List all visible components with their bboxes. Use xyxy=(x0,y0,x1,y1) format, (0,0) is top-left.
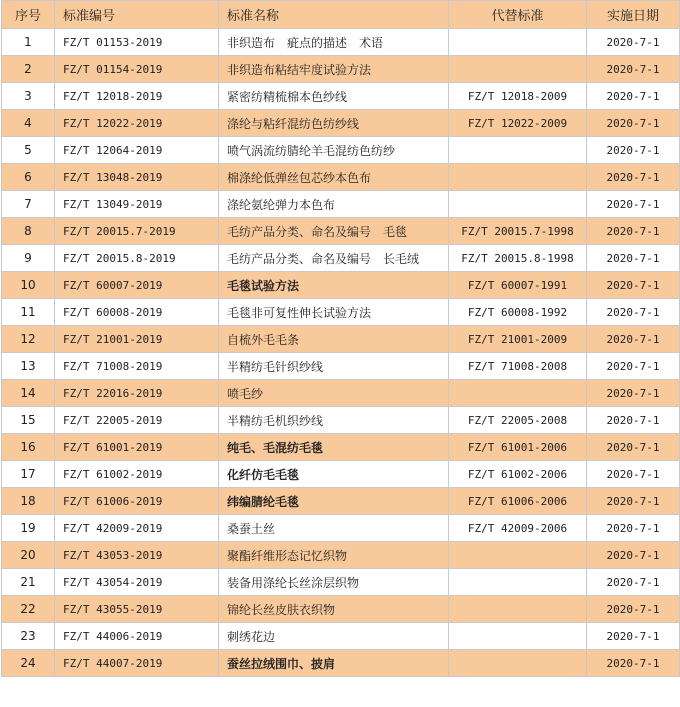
table-row xyxy=(2,461,680,488)
cell-name: 蚕丝拉绒围巾、披肩 xyxy=(219,650,449,677)
cell-code: FZ/T 13049-2019 xyxy=(55,191,219,218)
cell-date: 2020-7-1 xyxy=(587,650,680,677)
cell-date: 2020-7-1 xyxy=(587,542,680,569)
cell-date: 2020-7-1 xyxy=(587,434,680,461)
cell-seq: 15 xyxy=(2,407,55,434)
table-row xyxy=(2,191,680,218)
cell-code: FZ/T 12018-2019 xyxy=(55,83,219,110)
cell-code: FZ/T 20015.7-2019 xyxy=(55,218,219,245)
cell-replaces: FZ/T 42009-2006 xyxy=(449,515,587,542)
cell-name: 紧密纺精梳棉本色纱线 xyxy=(219,83,449,110)
standards-table xyxy=(1,0,680,677)
cell-seq: 2 xyxy=(2,56,55,83)
cell-code: FZ/T 71008-2019 xyxy=(55,353,219,380)
table-row xyxy=(2,596,680,623)
cell-seq: 8 xyxy=(2,218,55,245)
cell-code: FZ/T 61002-2019 xyxy=(55,461,219,488)
cell-seq: 10 xyxy=(2,272,55,299)
cell-name: 非织造布 疵点的描述 术语 xyxy=(219,29,449,56)
cell-replaces: FZ/T 12022-2009 xyxy=(449,110,587,137)
cell-name: 非织造布粘结牢度试验方法 xyxy=(219,56,449,83)
cell-date: 2020-7-1 xyxy=(587,191,680,218)
cell-seq: 24 xyxy=(2,650,55,677)
cell-name: 半精纺毛机织纱线 xyxy=(219,407,449,434)
cell-code: FZ/T 60008-2019 xyxy=(55,299,219,326)
cell-code: FZ/T 61006-2019 xyxy=(55,488,219,515)
cell-replaces: FZ/T 20015.7-1998 xyxy=(449,218,587,245)
cell-date: 2020-7-1 xyxy=(587,29,680,56)
cell-seq: 5 xyxy=(2,137,55,164)
header-code: 标准编号 xyxy=(55,1,219,29)
cell-replaces: FZ/T 21001-2009 xyxy=(449,326,587,353)
cell-name: 毛纺产品分类、命名及编号 长毛绒 xyxy=(219,245,449,272)
cell-seq: 6 xyxy=(2,164,55,191)
cell-date: 2020-7-1 xyxy=(587,488,680,515)
cell-replaces xyxy=(449,164,587,191)
table-row xyxy=(2,110,680,137)
cell-date: 2020-7-1 xyxy=(587,299,680,326)
cell-code: FZ/T 21001-2019 xyxy=(55,326,219,353)
cell-name: 自梳外毛毛条 xyxy=(219,326,449,353)
cell-name: 喷气涡流纺腈纶羊毛混纺色纺纱 xyxy=(219,137,449,164)
cell-seq: 9 xyxy=(2,245,55,272)
cell-date: 2020-7-1 xyxy=(587,110,680,137)
cell-seq: 18 xyxy=(2,488,55,515)
cell-code: FZ/T 44006-2019 xyxy=(55,623,219,650)
cell-seq: 11 xyxy=(2,299,55,326)
table-row xyxy=(2,353,680,380)
cell-code: FZ/T 20015.8-2019 xyxy=(55,245,219,272)
cell-name: 桑蚕土丝 xyxy=(219,515,449,542)
cell-code: FZ/T 01154-2019 xyxy=(55,56,219,83)
cell-name: 纬编腈纶毛毯 xyxy=(219,488,449,515)
cell-replaces xyxy=(449,542,587,569)
cell-replaces: FZ/T 20015.8-1998 xyxy=(449,245,587,272)
table-row xyxy=(2,29,680,56)
cell-replaces: FZ/T 60007-1991 xyxy=(449,272,587,299)
cell-code: FZ/T 22016-2019 xyxy=(55,380,219,407)
cell-date: 2020-7-1 xyxy=(587,272,680,299)
cell-code: FZ/T 43055-2019 xyxy=(55,596,219,623)
cell-name: 化纤仿毛毛毯 xyxy=(219,461,449,488)
table-row xyxy=(2,299,680,326)
cell-seq: 7 xyxy=(2,191,55,218)
cell-date: 2020-7-1 xyxy=(587,623,680,650)
cell-date: 2020-7-1 xyxy=(587,83,680,110)
cell-seq: 22 xyxy=(2,596,55,623)
cell-name: 喷毛纱 xyxy=(219,380,449,407)
cell-replaces xyxy=(449,191,587,218)
cell-replaces xyxy=(449,380,587,407)
cell-date: 2020-7-1 xyxy=(587,56,680,83)
cell-seq: 20 xyxy=(2,542,55,569)
cell-code: FZ/T 01153-2019 xyxy=(55,29,219,56)
header-name: 标准名称 xyxy=(219,1,449,29)
cell-replaces: FZ/T 22005-2008 xyxy=(449,407,587,434)
table-row xyxy=(2,623,680,650)
cell-code: FZ/T 60007-2019 xyxy=(55,272,219,299)
cell-date: 2020-7-1 xyxy=(587,461,680,488)
cell-date: 2020-7-1 xyxy=(587,326,680,353)
cell-replaces xyxy=(449,650,587,677)
cell-replaces xyxy=(449,137,587,164)
cell-replaces xyxy=(449,29,587,56)
table-row xyxy=(2,326,680,353)
cell-replaces: FZ/T 61006-2006 xyxy=(449,488,587,515)
cell-seq: 21 xyxy=(2,569,55,596)
cell-name: 棉涤纶低弹丝包芯纱本色布 xyxy=(219,164,449,191)
table-row xyxy=(2,83,680,110)
table-row xyxy=(2,380,680,407)
table-row xyxy=(2,434,680,461)
cell-seq: 19 xyxy=(2,515,55,542)
cell-code: FZ/T 43053-2019 xyxy=(55,542,219,569)
table-row xyxy=(2,407,680,434)
cell-date: 2020-7-1 xyxy=(587,164,680,191)
table-body xyxy=(2,29,680,677)
cell-replaces: FZ/T 61002-2006 xyxy=(449,461,587,488)
cell-date: 2020-7-1 xyxy=(587,569,680,596)
cell-code: FZ/T 61001-2019 xyxy=(55,434,219,461)
cell-replaces: FZ/T 12018-2009 xyxy=(449,83,587,110)
cell-replaces xyxy=(449,596,587,623)
cell-date: 2020-7-1 xyxy=(587,596,680,623)
table-row xyxy=(2,218,680,245)
cell-seq: 1 xyxy=(2,29,55,56)
cell-seq: 17 xyxy=(2,461,55,488)
cell-date: 2020-7-1 xyxy=(587,380,680,407)
cell-name: 半精纺毛针织纱线 xyxy=(219,353,449,380)
cell-date: 2020-7-1 xyxy=(587,515,680,542)
cell-seq: 14 xyxy=(2,380,55,407)
cell-code: FZ/T 43054-2019 xyxy=(55,569,219,596)
table-row xyxy=(2,542,680,569)
header-date: 实施日期 xyxy=(587,1,680,29)
cell-name: 毛毯试验方法 xyxy=(219,272,449,299)
table-row xyxy=(2,569,680,596)
table-row xyxy=(2,56,680,83)
cell-code: FZ/T 12022-2019 xyxy=(55,110,219,137)
table-header xyxy=(2,1,680,29)
cell-name: 刺绣花边 xyxy=(219,623,449,650)
cell-code: FZ/T 22005-2019 xyxy=(55,407,219,434)
header-seq: 序号 xyxy=(2,1,55,29)
cell-name: 涤纶氨纶弹力本色布 xyxy=(219,191,449,218)
cell-name: 聚酯纤维形态记忆织物 xyxy=(219,542,449,569)
cell-seq: 3 xyxy=(2,83,55,110)
cell-seq: 23 xyxy=(2,623,55,650)
cell-code: FZ/T 13048-2019 xyxy=(55,164,219,191)
table-row xyxy=(2,515,680,542)
cell-date: 2020-7-1 xyxy=(587,245,680,272)
cell-code: FZ/T 12064-2019 xyxy=(55,137,219,164)
cell-name: 装备用涤纶长丝涂层织物 xyxy=(219,569,449,596)
cell-name: 毛毯非可复性伸长试验方法 xyxy=(219,299,449,326)
cell-date: 2020-7-1 xyxy=(587,407,680,434)
cell-date: 2020-7-1 xyxy=(587,353,680,380)
cell-name: 纯毛、毛混纺毛毯 xyxy=(219,434,449,461)
cell-seq: 13 xyxy=(2,353,55,380)
cell-replaces xyxy=(449,56,587,83)
table-row xyxy=(2,245,680,272)
cell-name: 锦纶长丝皮肤衣织物 xyxy=(219,596,449,623)
cell-name: 涤纶与粘纤混纺色纺纱线 xyxy=(219,110,449,137)
table-row xyxy=(2,650,680,677)
cell-replaces: FZ/T 60008-1992 xyxy=(449,299,587,326)
cell-name: 毛纺产品分类、命名及编号 毛毯 xyxy=(219,218,449,245)
cell-replaces xyxy=(449,623,587,650)
header-row xyxy=(2,1,680,29)
cell-seq: 4 xyxy=(2,110,55,137)
cell-code: FZ/T 42009-2019 xyxy=(55,515,219,542)
cell-date: 2020-7-1 xyxy=(587,218,680,245)
table-row xyxy=(2,164,680,191)
cell-code: FZ/T 44007-2019 xyxy=(55,650,219,677)
cell-seq: 12 xyxy=(2,326,55,353)
cell-date: 2020-7-1 xyxy=(587,137,680,164)
cell-replaces: FZ/T 61001-2006 xyxy=(449,434,587,461)
header-replaces: 代替标准 xyxy=(449,1,587,29)
cell-replaces xyxy=(449,569,587,596)
table-row xyxy=(2,488,680,515)
table-row xyxy=(2,137,680,164)
cell-seq: 16 xyxy=(2,434,55,461)
cell-replaces: FZ/T 71008-2008 xyxy=(449,353,587,380)
table-row xyxy=(2,272,680,299)
